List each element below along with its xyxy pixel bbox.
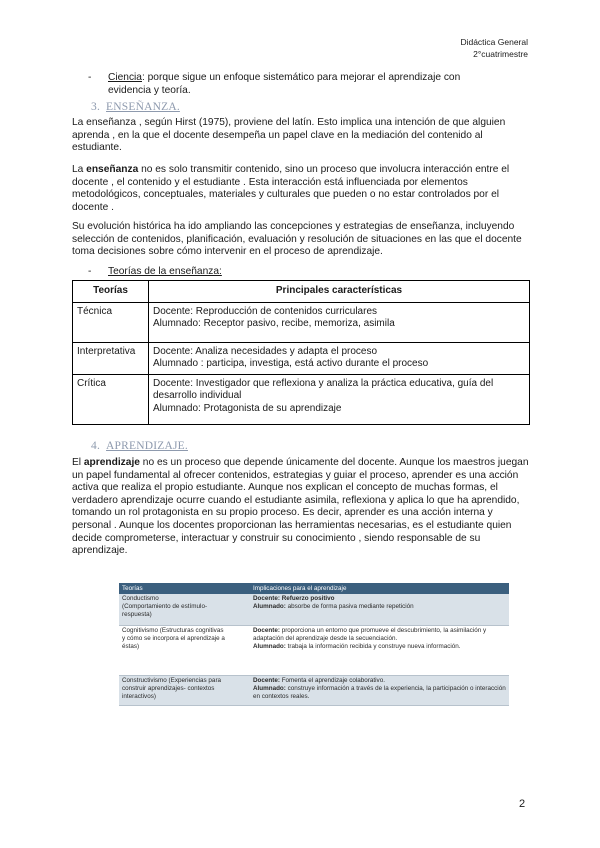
bullet-dash: -	[88, 266, 92, 277]
term-ensenanza: enseñanza	[86, 164, 139, 175]
table-row	[119, 675, 509, 705]
table-row	[73, 343, 530, 375]
section-3-paragraph-1: La enseñanza , según Hirst (1975), proviene del latín. Esto implica una intención de que alguien aprenda , en la que el docente desempeña un papel clave en la mediación del contenido al estudiante.	[72, 117, 506, 154]
section-4-heading	[91, 440, 188, 452]
section-4-title: APRENDIZAJE.	[106, 440, 188, 452]
column-header-theories: Teorías	[119, 583, 250, 594]
ciencia-term: Ciencia	[108, 72, 142, 83]
alumnado-line	[253, 643, 506, 651]
header-course: Didáctica General	[460, 37, 528, 47]
section-3-paragraph-2	[72, 164, 530, 214]
page-number: 2	[519, 798, 526, 810]
alumnado-text: construye información a través de la experiencia, la participación o interacción en contextos reales.	[253, 684, 506, 700]
p2-pre: La	[72, 164, 87, 175]
ciencia-line1: : porque sigue un enfoque sistemático para mejorar el aprendizaje con	[141, 72, 461, 83]
theory-line: construir aprendizajes- contextos	[122, 684, 215, 692]
alumnado-text: absorbe de forma pasiva mediante repetición	[285, 603, 414, 610]
alumnado-label: Alumnado:	[253, 603, 286, 610]
bullet-dash: -	[88, 72, 92, 83]
theory-name: Interpretativa	[73, 343, 149, 375]
implications-cell	[250, 675, 509, 705]
teorias-bullet	[88, 266, 508, 279]
implications-cell	[250, 594, 509, 625]
docente-line	[253, 595, 506, 603]
ciencia-line2: evidencia y teoría.	[108, 84, 191, 96]
p4-pre: El	[72, 457, 84, 468]
teorias-label: Teorías de la enseñanza:	[108, 266, 222, 277]
theory-characteristics	[149, 303, 530, 343]
section-4-number: 4.	[91, 440, 101, 452]
section-4-paragraph-1	[72, 457, 530, 558]
implications-cell	[250, 625, 509, 675]
ciencia-bullet	[88, 72, 508, 97]
theory-line: y cómo se incorpora el aprendizaje a	[122, 634, 225, 642]
characteristic-line: Docente: Analiza necesidades y adapta el proceso	[153, 346, 378, 357]
alumnado-label: Alumnado:	[253, 642, 286, 650]
theory-line: éstas)	[122, 642, 140, 650]
teaching-theories-table	[72, 280, 530, 425]
column-header-characteristics: Principales características	[149, 281, 530, 303]
header-term: 2°cuatrimestre	[473, 49, 528, 59]
table-header-row	[73, 281, 530, 303]
docente-text: proporciona un entorno que promueve el descubrimiento, la asimilación y adaptación del aprendizaje desde la secuenciación.	[253, 626, 487, 642]
theory-line: interactivos)	[122, 692, 156, 700]
docente-line	[253, 677, 506, 685]
characteristic-line: Alumnado: Receptor pasivo, recibe, memoriza, asimila	[153, 318, 395, 330]
table-header-row	[119, 583, 509, 594]
p2-post: no es solo transmitir contenido, sino un proceso que involucra interacción entre el docente , el contenido y el estudiante . Esta interacción está influenciada por elementos metodológicos, conceptuales, materiales y culturales que pueden o no estar controlados por el docente .	[72, 164, 510, 213]
term-aprendizaje: aprendizaje	[83, 457, 140, 468]
theory-line: Conductismo	[122, 595, 159, 602]
alumnado-label: Alumnado:	[253, 684, 286, 692]
table-row	[119, 625, 509, 675]
docente-label: Docente:	[253, 595, 280, 602]
theory-cell	[119, 594, 250, 625]
theory-name: Crítica	[73, 375, 149, 425]
characteristic-line: Docente: Investigador que reflexiona y analiza la práctica educativa, guía del desarrollo individual	[153, 378, 494, 402]
characteristic-line: Docente: Reproducción de contenidos curriculares	[153, 306, 378, 317]
docente-text: Fomenta el aprendizaje colaborativo.	[279, 676, 385, 684]
docente-text: Refuerzo positivo	[279, 595, 335, 602]
characteristic-line: Alumnado : participa, investiga, está activo durante el proceso	[153, 358, 429, 370]
section-3-heading	[91, 101, 180, 113]
alumnado-line	[253, 685, 506, 701]
docente-line	[253, 627, 506, 643]
theory-cell	[119, 675, 250, 705]
table-row	[119, 594, 509, 625]
section-3-title: ENSEÑANZA.	[106, 101, 180, 113]
column-header-theories: Teorías	[73, 281, 149, 303]
column-header-implications: Implicaciones para el aprendizaje	[250, 583, 509, 594]
p4-post: no es un proceso que depende únicamente del docente. Aunque los maestros juegan un papel fundamental al ofrecer contenidos, estrategias y guiar el proceso, aprender es una acción activa que realiza el propio estudiante. Aunque nos explican el concepto de muchas formas, el verdadero aprendizaje ocurre cuando el estudiante asimila, reflexiona y aplica lo que ha aprendido, tomando un rol protagonista en su propio proceso. Es decir, aprender es una acción interna y personal . Aunque los docentes proporcionan las herramientas necesarias, es el estudiante quien decide comprometerse, interactuar y construir su conocimiento , siendo responsable de su aprendizaje.	[72, 457, 529, 557]
table-row	[73, 303, 530, 343]
theory-characteristics	[149, 375, 530, 425]
section-3-number: 3.	[91, 101, 101, 113]
theory-line: respuesta)	[122, 611, 152, 618]
page-header	[460, 36, 528, 60]
docente-label: Docente:	[253, 626, 280, 634]
theory-name: Técnica	[73, 303, 149, 343]
theory-cell	[119, 625, 250, 675]
ciencia-text	[92, 72, 508, 97]
alumnado-text: trabaja la información recibida y construye nueva información.	[285, 642, 461, 650]
characteristic-line: Alumnado: Protagonista de su aprendizaje	[153, 402, 342, 414]
theory-line: Constructivismo (Experiencias para	[122, 676, 222, 684]
section-3-paragraph-3: Su evolución histórica ha ido ampliando las concepciones y estrategias de enseñanza, incluyendo selección de contenidos, planificación, evaluación y resolución de situaciones en las que el docente toma decisiones sobre cómo intervenir en el proceso de aprendizaje.	[72, 221, 522, 258]
theory-line: Cognitivismo (Estructuras cognitivas	[122, 626, 224, 634]
table-row	[73, 375, 530, 425]
docente-label: Docente:	[253, 676, 280, 684]
alumnado-line	[253, 603, 506, 611]
learning-theories-image-table	[119, 583, 509, 706]
theory-line: (Comportamiento de estímulo-	[122, 603, 208, 610]
theory-characteristics	[149, 343, 530, 375]
